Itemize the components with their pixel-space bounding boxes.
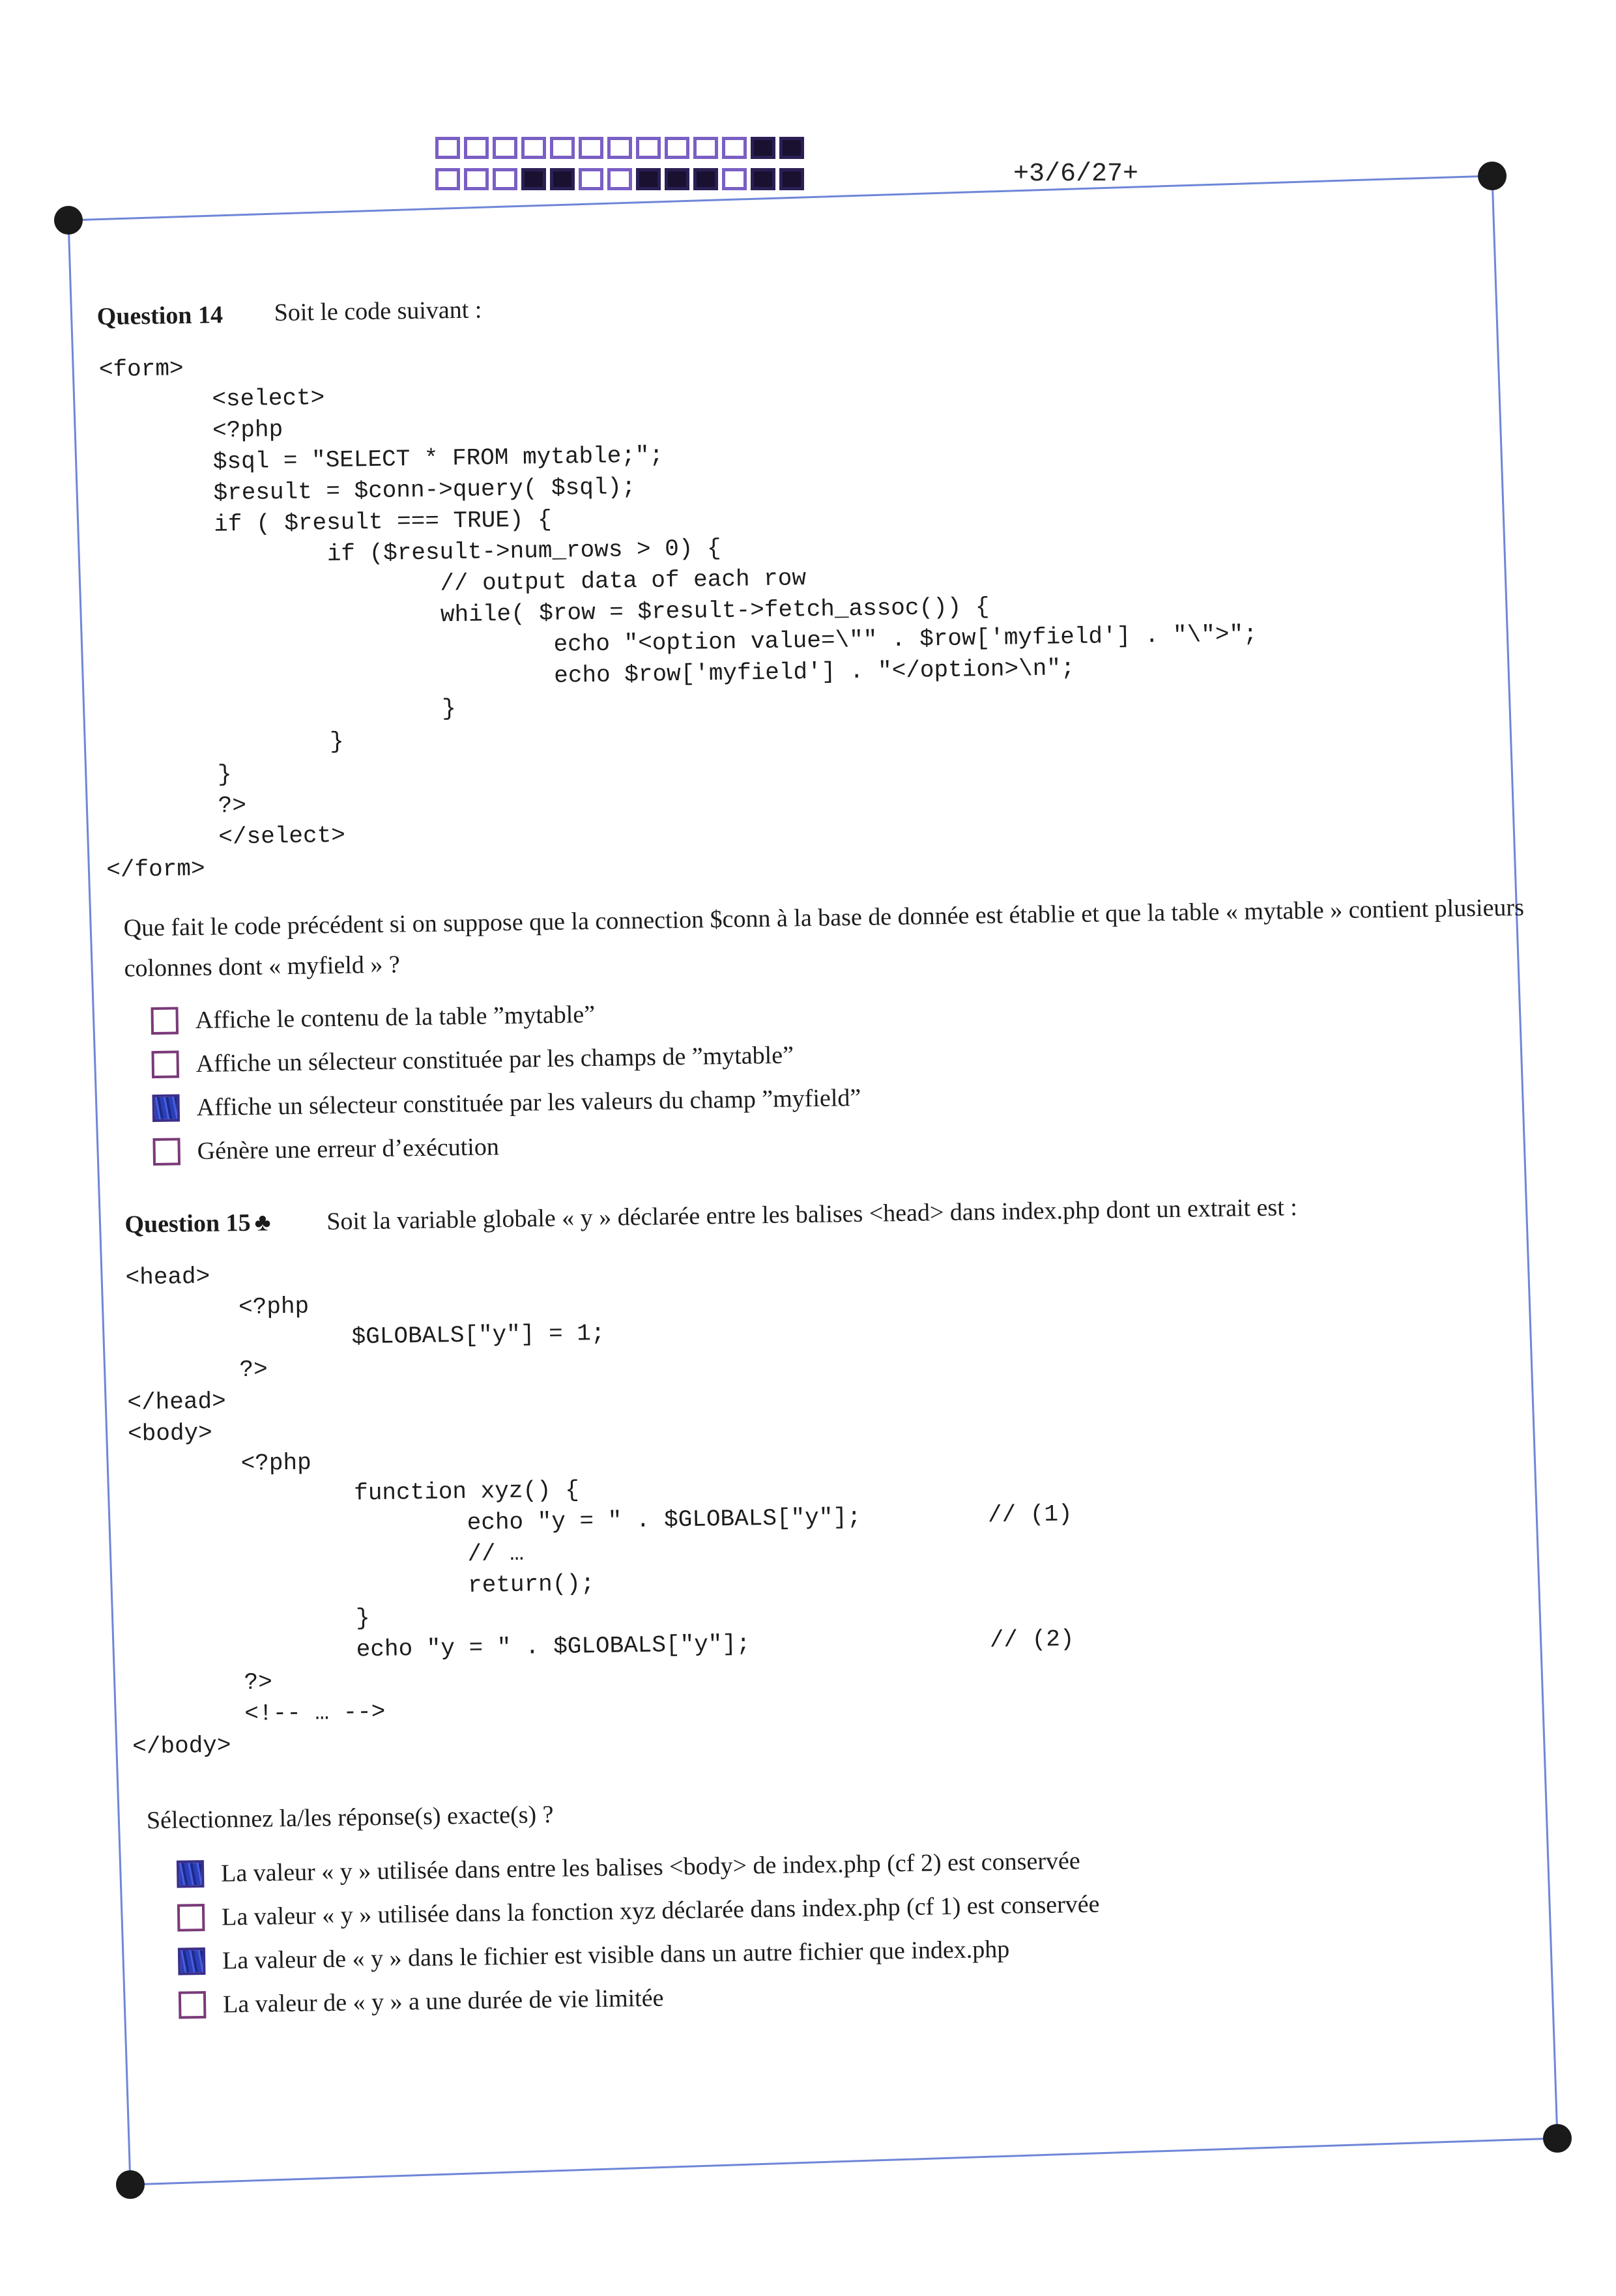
q15-choice-2[interactable] bbox=[177, 1890, 1100, 1932]
q15-choice-3[interactable] bbox=[178, 1935, 1010, 1976]
q14-choice-3[interactable] bbox=[152, 1083, 861, 1123]
page-identifier: +3/6/27+ bbox=[1013, 160, 1139, 189]
question-14-label: Question 14 bbox=[96, 301, 224, 331]
choice-label: Affiche un sélecteur constituée par les valeurs du champ ”myfield” bbox=[196, 1083, 861, 1122]
q14-choice-1[interactable] bbox=[151, 1000, 595, 1035]
club-icon: ♣ bbox=[254, 1209, 271, 1237]
checkbox[interactable] bbox=[179, 1991, 207, 2019]
question-15-number: Question 15 bbox=[124, 1209, 251, 1239]
q15-choice-4[interactable] bbox=[179, 1984, 664, 2020]
checkbox[interactable] bbox=[177, 1904, 205, 1932]
q14-choice-4[interactable] bbox=[152, 1132, 499, 1166]
checkbox[interactable] bbox=[151, 1007, 179, 1035]
choice-label: La valeur de « y » dans le fichier est visible dans un autre fichier que index.php bbox=[222, 1935, 1010, 1975]
checkbox[interactable] bbox=[152, 1138, 180, 1166]
choice-label: Génère une erreur d’exécution bbox=[197, 1133, 500, 1166]
question-14-text: Que fait le code précédent si on suppose que la connection $conn à la base de donnée est établie et que la table « mytable » contient plusieurs colonnes dont « myfield » ? bbox=[123, 893, 1525, 983]
question-15-text: Sélectionnez la/les réponse(s) exacte(s) ? bbox=[146, 1801, 554, 1835]
q15-choice-1[interactable] bbox=[177, 1846, 1080, 1889]
checkbox-checked[interactable] bbox=[152, 1094, 180, 1122]
question-15-code: <head> <?php $GLOBALS["y"] = 1; ?> </head> <body> <?php function xyz() { echo "y = " . $GLOBALS["y"]; // (1) // … return(); } echo "y = " . $GLOBALS["y"]; // (2) ?> <!-- … --> </body> bbox=[125, 1263, 1075, 1760]
choice-label: Affiche le contenu de la table ”mytable” bbox=[195, 1000, 596, 1035]
q14-choice-2[interactable] bbox=[151, 1040, 794, 1079]
choice-label: Affiche un sélecteur constituée par les champs de ”mytable” bbox=[195, 1041, 794, 1078]
checkbox[interactable] bbox=[151, 1050, 179, 1078]
choice-label: La valeur « y » utilisée dans la fonction xyz déclarée dans index.php (cf 1) est conservée bbox=[221, 1890, 1100, 1931]
question-14-intro: Soit le code suivant : bbox=[274, 296, 482, 327]
question-15-intro: Soit la variable globale « y » déclarée entre les balises <head> dans index.php dont un extrait est : bbox=[326, 1194, 1298, 1236]
question-15-label bbox=[124, 1208, 271, 1239]
checkbox-checked[interactable] bbox=[177, 1860, 205, 1888]
checkbox-checked[interactable] bbox=[178, 1947, 206, 1975]
choice-label: La valeur « y » utilisée dans entre les balises <body> de index.php (cf 2) est conservée bbox=[220, 1847, 1080, 1887]
choice-label: La valeur de « y » a une durée de vie limitée bbox=[222, 1984, 664, 2018]
question-14-code: <form> <select> <?php $sql = "SELECT * FROM mytable;"; $result = $conn->query( $sql); if ( $result === TRUE) { if ($result->num_rows > 0) { // output data of each row while( $row = $result->fetch_assoc()) { echo "<option value=\"" . $row['myfield'] . "\">"; echo $row['myfield'] . "</option>\n"; } } } ?> </select> </form> bbox=[98, 355, 1258, 884]
